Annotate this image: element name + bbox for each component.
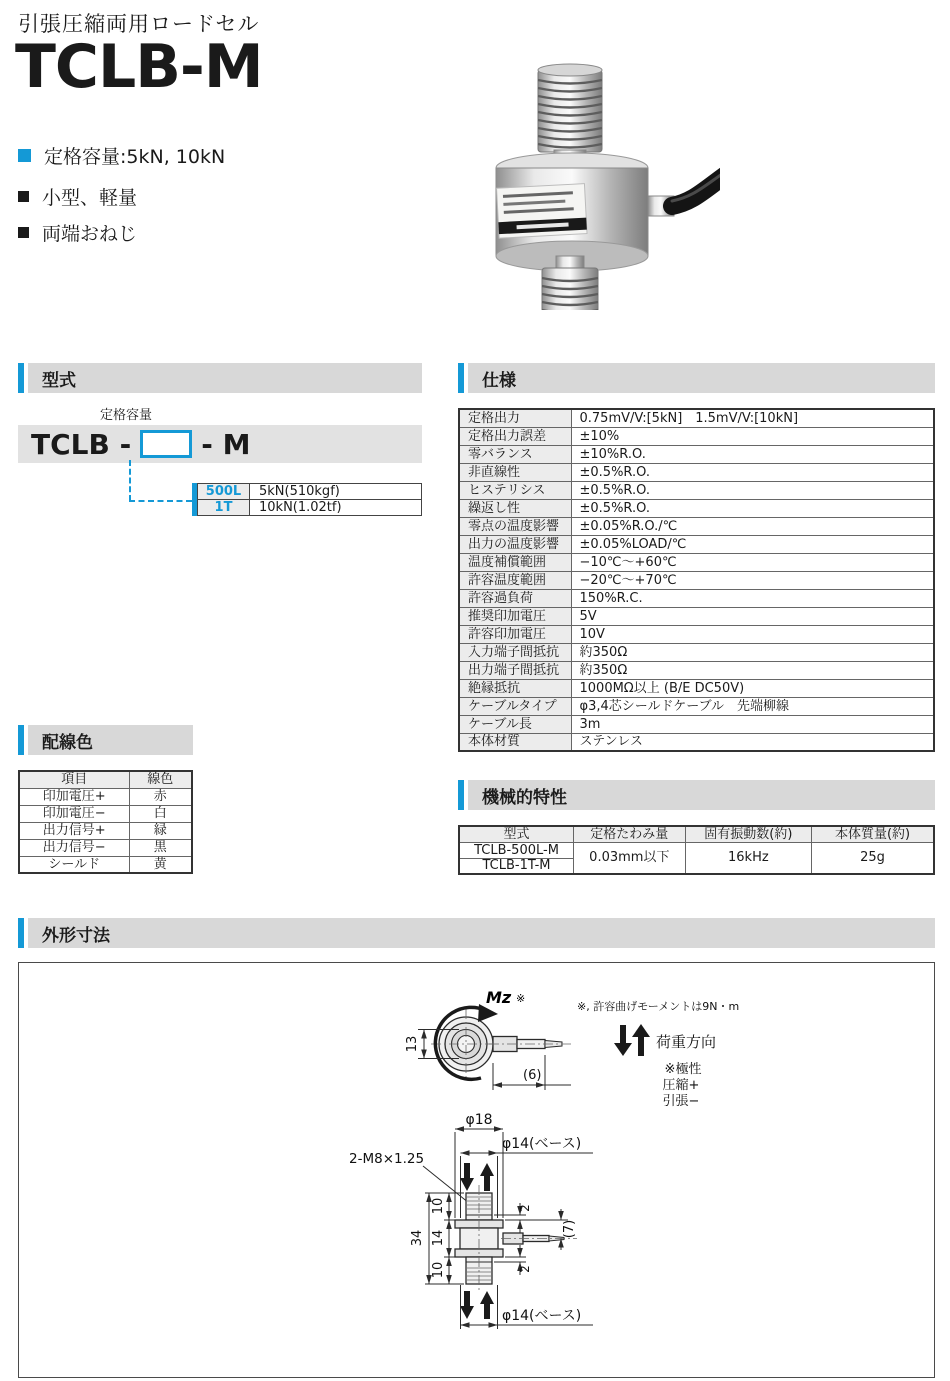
feature-list	[18, 142, 398, 246]
spec-value: 3m	[571, 715, 934, 733]
spec-row	[459, 571, 934, 589]
spec-row	[459, 535, 934, 553]
heading-accent-bar	[18, 363, 24, 393]
heading-accent-bar	[458, 780, 464, 810]
spec-label: 非直線性	[459, 463, 571, 481]
wiring-color: 緑	[129, 822, 192, 839]
spec-label: ケーブル長	[459, 715, 571, 733]
dim-7: (7)	[562, 1219, 577, 1239]
section-heading-spec	[458, 363, 935, 393]
polarity-compression: 圧縮+	[662, 1078, 700, 1093]
mz-note-mark: ※	[516, 992, 526, 1005]
spec-label: 出力端子間抵抗	[459, 661, 571, 679]
wiring-row	[19, 856, 192, 873]
spec-row	[459, 607, 934, 625]
wiring-header-row	[19, 771, 192, 788]
heading-accent-bar	[458, 363, 464, 393]
wiring-header-color: 線色	[129, 771, 192, 788]
feature-text: 小型、軽量	[42, 187, 138, 209]
spec-label: 温度補償範囲	[459, 553, 571, 571]
mech-header-deflection: 定格たわみ量	[574, 826, 686, 842]
heading-label: 型式	[28, 363, 422, 393]
feature-item	[18, 219, 398, 246]
spec-value: 約350Ω	[571, 643, 934, 661]
feature-text: 両端おねじ	[42, 223, 138, 245]
mech-header-frequency: 固有振動数(約)	[685, 826, 811, 842]
mechanical-table	[458, 825, 935, 875]
drawing-notes	[577, 999, 739, 1109]
spec-row	[459, 427, 934, 445]
product-subtitle: 引張圧縮両用ロードセル	[18, 12, 260, 36]
heading-label: 配線色	[28, 725, 193, 755]
spec-value: ±0.5%R.O.	[571, 463, 934, 481]
spec-label: 零点の温度影響	[459, 517, 571, 535]
moment-note: ※, 許容曲げモーメントは9N・m	[577, 1000, 740, 1013]
model-option-value: 10kN(1.02tf)	[250, 500, 422, 516]
dim-phi14-bottom: φ14(ベース)	[502, 1308, 582, 1324]
dashed-connector-horizontal	[129, 500, 192, 502]
section-heading-dimensions	[18, 918, 935, 948]
spec-value: φ3,4芯シールドケーブル 先端柳線	[571, 697, 934, 715]
wiring-item: 印加電圧+	[19, 788, 129, 805]
heading-label: 機械的特性	[468, 780, 935, 810]
section-heading-model	[18, 363, 422, 393]
wiring-row	[19, 805, 192, 822]
model-options	[192, 483, 422, 516]
model-code-box	[140, 430, 192, 458]
dim-6: (6)	[523, 1068, 542, 1083]
spec-row	[459, 697, 934, 715]
wiring-color: 白	[129, 805, 192, 822]
product-photo	[420, 50, 720, 310]
front-view	[349, 1112, 593, 1329]
spec-row	[459, 643, 934, 661]
mech-row	[459, 842, 934, 858]
spec-value: −10℃〜+60℃	[571, 553, 934, 571]
mech-frequency: 16kHz	[685, 842, 811, 874]
mech-header-row	[459, 826, 934, 842]
spec-row	[459, 481, 934, 499]
dim-10-bottom: 10	[431, 1261, 446, 1279]
spec-value: ±0.05%LOAD/℃	[571, 535, 934, 553]
spec-row	[459, 517, 934, 535]
spec-label: 許容温度範囲	[459, 571, 571, 589]
wiring-row	[19, 839, 192, 856]
polarity-tension: 引張−	[662, 1094, 700, 1109]
spec-value: 約350Ω	[571, 661, 934, 679]
dim-phi18: φ18	[465, 1112, 493, 1128]
model-option-row	[198, 484, 422, 500]
wiring-row	[19, 788, 192, 805]
spec-label: ケーブルタイプ	[459, 697, 571, 715]
spec-row	[459, 409, 934, 427]
model-prefix: TCLB -	[31, 427, 132, 461]
spec-label: 入力端子間抵抗	[459, 643, 571, 661]
heading-accent-bar	[18, 725, 24, 755]
bullet-square-icon	[18, 227, 29, 238]
model-option-value: 5kN(510kgf)	[250, 484, 422, 500]
spec-row	[459, 679, 934, 697]
dim-phi14-top: φ14(ベース)	[502, 1136, 582, 1152]
section-heading-mechanical	[458, 780, 935, 810]
spec-value: ±10%	[571, 427, 934, 445]
mz-label: Mz	[486, 988, 512, 1007]
mech-header-mass: 本体質量(約)	[812, 826, 934, 842]
spec-value: 150%R.C.	[571, 589, 934, 607]
spec-label: 零バランス	[459, 445, 571, 463]
model-number-strip	[18, 425, 422, 463]
spec-value: −20℃〜+70℃	[571, 571, 934, 589]
spec-row	[459, 661, 934, 679]
spec-label: 推奨印加電圧	[459, 607, 571, 625]
spec-row	[459, 715, 934, 733]
feature-text: 定格容量:5kN, 10kN	[44, 146, 226, 168]
model-option-code: 1T	[198, 500, 250, 516]
dim-2-bottom: 2	[518, 1265, 532, 1273]
spec-value: ステンレス	[571, 733, 934, 751]
polarity-note: ※極性	[664, 1062, 702, 1077]
spec-label: 絶縁抵抗	[459, 679, 571, 697]
dim-13: 13	[405, 1035, 420, 1053]
dashed-connector-vertical	[129, 460, 131, 501]
feature-item	[18, 183, 398, 210]
load-direction-label: 荷重方向	[656, 1033, 717, 1051]
spec-label: 本体材質	[459, 733, 571, 751]
thread-label: 2-M8×1.25	[349, 1151, 425, 1167]
capacity-label: 定格容量	[100, 408, 153, 423]
spec-row	[459, 625, 934, 643]
bullet-square-icon	[18, 191, 29, 202]
spec-row	[459, 445, 934, 463]
spec-label: ヒステリシス	[459, 481, 571, 499]
model-option-code: 500L	[198, 484, 250, 500]
section-heading-wiring	[18, 725, 193, 755]
model-option-row	[198, 500, 422, 516]
spec-row	[459, 463, 934, 481]
wiring-header-item: 項目	[19, 771, 129, 788]
page-title: TCLB-M	[15, 32, 263, 102]
wiring-color: 黄	[129, 856, 192, 873]
spec-value: 1000MΩ以上 (B/E DC50V)	[571, 679, 934, 697]
spec-value: 5V	[571, 607, 934, 625]
mech-model-1: TCLB-500L-M	[459, 842, 574, 858]
dim-10-top: 10	[431, 1197, 446, 1215]
spec-row	[459, 553, 934, 571]
wiring-item: 印加電圧−	[19, 805, 129, 822]
spec-label: 許容過負荷	[459, 589, 571, 607]
spec-label: 定格出力誤差	[459, 427, 571, 445]
mech-mass: 25g	[812, 842, 934, 874]
wiring-row	[19, 822, 192, 839]
mech-deflection: 0.03mm以下	[574, 842, 686, 874]
spec-value: 0.75mV/V:[5kN] 1.5mV/V:[10kN]	[571, 409, 934, 427]
bullet-square-icon	[18, 149, 31, 162]
spec-label: 定格出力	[459, 409, 571, 427]
heading-label: 仕様	[468, 363, 935, 393]
dimension-drawing	[18, 962, 935, 1378]
spec-value: ±0.5%R.O.	[571, 481, 934, 499]
spec-row	[459, 499, 934, 517]
spec-value: 10V	[571, 625, 934, 643]
heading-accent-bar	[18, 918, 24, 948]
model-options-table	[197, 483, 422, 516]
dim-14: 14	[431, 1229, 446, 1247]
spec-label: 繰返し性	[459, 499, 571, 517]
spec-label: 出力の温度影響	[459, 535, 571, 553]
wiring-color: 赤	[129, 788, 192, 805]
spec-row	[459, 733, 934, 751]
wiring-color: 黒	[129, 839, 192, 856]
spec-value: ±0.05%R.O./℃	[571, 517, 934, 535]
mech-model-2: TCLB-1T-M	[459, 858, 574, 874]
mech-header-model: 型式	[459, 826, 574, 842]
model-suffix: - M	[201, 427, 251, 461]
wiring-table	[18, 770, 193, 874]
spec-label: 許容印加電圧	[459, 625, 571, 643]
wiring-item: 出力信号−	[19, 839, 129, 856]
wiring-item: 出力信号+	[19, 822, 129, 839]
feature-item	[18, 142, 398, 169]
wiring-item: シールド	[19, 856, 129, 873]
top-view	[405, 988, 571, 1090]
dim-34: 34	[410, 1229, 425, 1247]
spec-value: ±0.5%R.O.	[571, 499, 934, 517]
heading-label: 外形寸法	[28, 918, 935, 948]
spec-row	[459, 589, 934, 607]
spec-table	[458, 408, 935, 752]
dim-2-top: 2	[518, 1204, 532, 1212]
spec-value: ±10%R.O.	[571, 445, 934, 463]
